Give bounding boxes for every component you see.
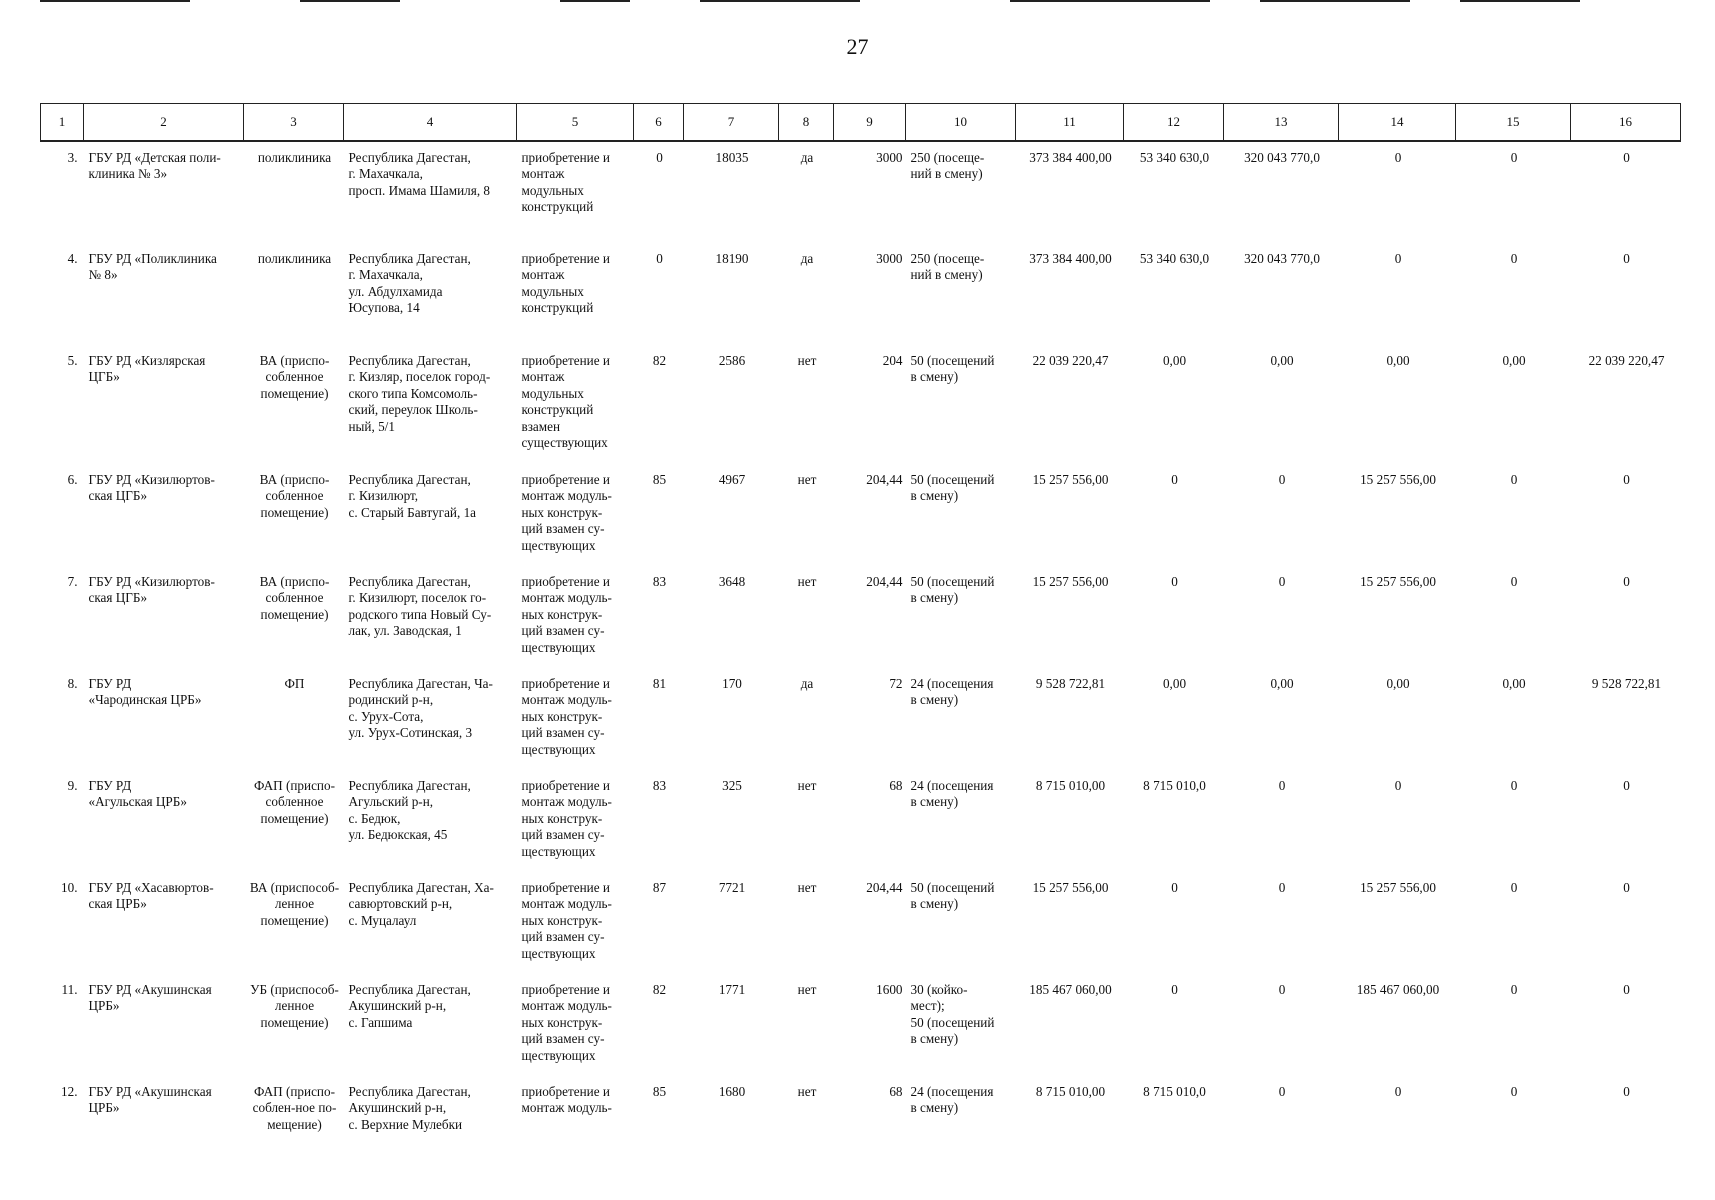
col8-cell: да xyxy=(800,250,814,266)
col11-amount-cell: 22 039 220,47 xyxy=(1032,352,1109,368)
col6-cell: 83 xyxy=(652,777,667,793)
col7-cell: 170 xyxy=(722,675,742,691)
col-header: 16 xyxy=(1571,104,1681,141)
col6-cell: 87 xyxy=(652,879,667,895)
col12-amount-cell: 53 340 630,0 xyxy=(1139,149,1210,165)
table-row xyxy=(41,668,1681,770)
table-row xyxy=(41,464,1681,566)
row-number: 8. xyxy=(67,675,78,691)
address-cell: Республика Дагестан, г. Кизилюрт, с. Старый Бавтугай, 1а xyxy=(348,471,477,520)
col16-amount-cell: 0 xyxy=(1623,777,1630,793)
col16-amount-cell: 0 xyxy=(1623,250,1630,266)
col-header: 2 xyxy=(84,104,244,141)
col11-amount-cell: 8 715 010,00 xyxy=(1035,777,1106,793)
col13-amount-cell: 0 xyxy=(1278,981,1286,997)
col12-amount-cell: 0,00 xyxy=(1162,675,1187,691)
col9-cell: 68 xyxy=(889,1083,903,1099)
col9-cell: 1600 xyxy=(876,981,903,997)
table-row xyxy=(41,770,1681,872)
col11-amount-cell: 15 257 556,00 xyxy=(1032,471,1109,487)
action-cell: приобретение и монтаж модуль- xyxy=(521,1083,612,1115)
col-header: 13 xyxy=(1224,104,1339,141)
table-row xyxy=(41,566,1681,668)
col9-cell: 3000 xyxy=(876,149,903,165)
col11-amount-cell: 373 384 400,00 xyxy=(1029,250,1112,266)
col-header: 14 xyxy=(1339,104,1456,141)
col6-cell: 82 xyxy=(652,352,667,368)
facility-type-cell: ФАП (приспо- собленное помещение) xyxy=(254,777,335,826)
table-row xyxy=(41,345,1681,464)
col13-amount-cell: 320 043 770,0 xyxy=(1244,250,1320,266)
col14-amount-cell: 15 257 556,00 xyxy=(1360,471,1436,487)
address-cell: Республика Дагестан, Акушинский р-н, с. Верхние Мулебки xyxy=(348,1083,471,1132)
col9-cell: 204 xyxy=(882,352,903,368)
col9-cell: 204,44 xyxy=(866,573,903,589)
col12-amount-cell: 0 xyxy=(1171,981,1178,997)
facility-type-cell: ВА (приспо- собленное помещение) xyxy=(259,352,330,401)
organization-cell: ГБУ РД «Кизлярская ЦГБ» xyxy=(88,352,206,384)
col7-cell: 7721 xyxy=(718,879,746,895)
col6-cell: 0 xyxy=(656,250,663,266)
col12-amount-cell: 8 715 010,0 xyxy=(1143,1083,1206,1099)
col16-amount-cell: 0 xyxy=(1623,981,1630,997)
col-header: 6 xyxy=(634,104,684,141)
col9-cell: 204,44 xyxy=(866,471,903,487)
address-cell: Республика Дагестан, г. Махачкала, ул. Абдулхамида Юсупова, 14 xyxy=(348,250,471,315)
col15-amount-cell: 0 xyxy=(1510,981,1518,997)
row-number: 10. xyxy=(61,879,78,895)
col14-amount-cell: 15 257 556,00 xyxy=(1360,879,1436,895)
row-number: 7. xyxy=(67,573,78,589)
col6-cell: 82 xyxy=(652,981,667,997)
col15-amount-cell: 0 xyxy=(1510,573,1518,589)
col11-amount-cell: 15 257 556,00 xyxy=(1032,573,1109,589)
row-number: 6. xyxy=(67,471,78,487)
col6-cell: 85 xyxy=(652,471,667,487)
row-number: 4. xyxy=(67,250,78,266)
capacity-cell: 24 (посещения в смену) xyxy=(910,1083,994,1115)
col7-cell: 325 xyxy=(722,777,742,793)
col11-amount-cell: 15 257 556,00 xyxy=(1032,879,1109,895)
col11-amount-cell: 185 467 060,00 xyxy=(1029,981,1112,997)
col-header: 15 xyxy=(1456,104,1571,141)
organization-cell: ГБУ РД «Акушинская ЦРБ» xyxy=(88,1083,212,1115)
col13-amount-cell: 320 043 770,0 xyxy=(1244,149,1320,165)
facility-type-cell: поликлиника xyxy=(257,149,332,165)
col7-cell: 1771 xyxy=(718,981,746,997)
col-header: 8 xyxy=(779,104,834,141)
col16-amount-cell: 0 xyxy=(1623,1083,1630,1099)
col6-cell: 85 xyxy=(652,1083,667,1099)
col9-cell: 68 xyxy=(889,777,903,793)
organization-cell: ГБУ РД «Агульская ЦРБ» xyxy=(88,777,187,809)
table-row xyxy=(41,872,1681,974)
address-cell: Республика Дагестан, г. Кизилюрт, поселок го- родского типа Новый Су- лак, ул. Заводская, 1 xyxy=(348,573,492,638)
capacity-cell: 30 (койко- мест); 50 (посещений в смену) xyxy=(910,981,995,1046)
col12-amount-cell: 0,00 xyxy=(1162,352,1187,368)
col14-amount-cell: 0 xyxy=(1394,250,1402,266)
col16-amount-cell: 0 xyxy=(1623,149,1630,165)
action-cell: приобретение и монтаж модуль- ных конструк- ций взамен су- ществующих xyxy=(521,981,612,1063)
table-row xyxy=(41,1076,1681,1162)
capacity-cell: 250 (посеще- ний в смену) xyxy=(910,250,985,282)
col13-amount-cell: 0 xyxy=(1278,879,1286,895)
col15-amount-cell: 0 xyxy=(1510,471,1518,487)
col13-amount-cell: 0 xyxy=(1278,777,1286,793)
col16-amount-cell: 0 xyxy=(1623,879,1630,895)
col8-cell: да xyxy=(800,675,814,691)
action-cell: приобретение и монтаж модуль- ных конструк- ций взамен су- ществующих xyxy=(521,675,612,757)
facility-type-cell: ВА (приспо- собленное помещение) xyxy=(259,573,330,622)
address-cell: Республика Дагестан, г. Махачкала, просп. Имама Шамиля, 8 xyxy=(348,149,491,198)
col15-amount-cell: 0 xyxy=(1510,1083,1518,1099)
organization-cell: ГБУ РД «Кизилюртов- ская ЦГБ» xyxy=(88,573,215,605)
col-header: 10 xyxy=(906,104,1016,141)
col-header: 9 xyxy=(834,104,906,141)
col14-amount-cell: 0 xyxy=(1394,1083,1402,1099)
action-cell: приобретение и монтаж модуль- ных конструк- ций взамен су- ществующих xyxy=(521,879,612,961)
organization-cell: ГБУ РД «Чародинская ЦРБ» xyxy=(88,675,202,707)
address-cell: Республика Дагестан, Агульский р-н, с. Бедюк, ул. Бедюкская, 45 xyxy=(348,777,471,842)
capacity-cell: 50 (посещений в смену) xyxy=(910,471,995,503)
action-cell: приобретение и монтаж модульных конструкций xyxy=(521,149,610,214)
col-header: 12 xyxy=(1124,104,1224,141)
col11-amount-cell: 8 715 010,00 xyxy=(1035,1083,1106,1099)
col9-cell: 204,44 xyxy=(866,879,903,895)
col11-amount-cell: 9 528 722,81 xyxy=(1035,675,1106,691)
col8-cell: нет xyxy=(797,471,817,487)
facility-type-cell: поликлиника xyxy=(257,250,332,266)
col14-amount-cell: 185 467 060,00 xyxy=(1356,981,1440,997)
table-row xyxy=(41,243,1681,345)
col8-cell: нет xyxy=(797,573,817,589)
col13-amount-cell: 0 xyxy=(1278,573,1286,589)
col12-amount-cell: 0 xyxy=(1171,471,1178,487)
row-number: 3. xyxy=(67,149,78,165)
row-number: 12. xyxy=(61,1083,78,1099)
col15-amount-cell: 0,00 xyxy=(1502,352,1526,368)
facility-type-cell: ФП xyxy=(284,675,305,691)
row-number: 9. xyxy=(67,777,78,793)
col11-amount-cell: 373 384 400,00 xyxy=(1029,149,1112,165)
col12-amount-cell: 53 340 630,0 xyxy=(1139,250,1210,266)
col15-amount-cell: 0 xyxy=(1510,149,1518,165)
col9-cell: 72 xyxy=(889,675,903,691)
table-row xyxy=(41,141,1681,243)
col14-amount-cell: 0 xyxy=(1394,149,1402,165)
funding-table xyxy=(40,103,1681,1162)
col16-amount-cell: 9 528 722,81 xyxy=(1591,675,1662,691)
col7-cell: 4967 xyxy=(718,471,746,487)
capacity-cell: 50 (посещений в смену) xyxy=(910,879,995,911)
col15-amount-cell: 0 xyxy=(1510,777,1518,793)
page-number: 27 xyxy=(846,34,869,59)
col13-amount-cell: 0 xyxy=(1278,1083,1286,1099)
col14-amount-cell: 0,00 xyxy=(1386,675,1410,691)
col7-cell: 1680 xyxy=(718,1083,746,1099)
facility-type-cell: ВА (приспособ- ленное помещение) xyxy=(249,879,340,928)
col-header: 4 xyxy=(344,104,517,141)
col15-amount-cell: 0 xyxy=(1510,250,1518,266)
organization-cell: ГБУ РД «Кизилюртов- ская ЦГБ» xyxy=(88,471,215,503)
address-cell: Республика Дагестан, г. Кизляр, поселок город- ского типа Комсомоль- ский, переулок Школь- ный, 5/1 xyxy=(348,352,491,434)
col7-cell: 3648 xyxy=(718,573,746,589)
row-number: 11. xyxy=(61,981,78,997)
col6-cell: 83 xyxy=(652,573,667,589)
address-cell: Республика Дагестан, Ча- родинский р-н, с. Урух-Сота, ул. Урух-Сотинская, 3 xyxy=(348,675,493,740)
col16-amount-cell: 22 039 220,47 xyxy=(1588,352,1665,368)
col7-cell: 18190 xyxy=(715,250,749,266)
action-cell: приобретение и монтаж модульных конструкций взамен существующих xyxy=(521,352,610,450)
col-header: 3 xyxy=(244,104,344,141)
col15-amount-cell: 0 xyxy=(1510,879,1518,895)
col7-cell: 2586 xyxy=(718,352,746,368)
facility-type-cell: УБ (приспособ- ленное помещение) xyxy=(250,981,339,1030)
capacity-cell: 24 (посещения в смену) xyxy=(910,777,994,809)
row-number: 5. xyxy=(67,352,78,368)
col-header: 5 xyxy=(517,104,634,141)
col8-cell: нет xyxy=(797,777,817,793)
col14-amount-cell: 15 257 556,00 xyxy=(1360,573,1436,589)
col12-amount-cell: 0 xyxy=(1171,573,1178,589)
organization-cell: ГБУ РД «Акушинская ЦРБ» xyxy=(88,981,212,1013)
address-cell: Республика Дагестан, Акушинский р-н, с. Гапшима xyxy=(348,981,471,1030)
facility-type-cell: ФАП (приспо- соблен-ное по- мещение) xyxy=(252,1083,337,1132)
col6-cell: 0 xyxy=(656,149,663,165)
col8-cell: нет xyxy=(797,981,817,997)
col13-amount-cell: 0 xyxy=(1278,471,1286,487)
col8-cell: да xyxy=(800,149,814,165)
col14-amount-cell: 0 xyxy=(1394,777,1402,793)
col12-amount-cell: 0 xyxy=(1171,879,1178,895)
organization-cell: ГБУ РД «Хасавюртов- ская ЦРБ» xyxy=(88,879,214,911)
action-cell: приобретение и монтаж модуль- ных конструк- ций взамен су- ществующих xyxy=(521,471,612,553)
top-edge-marks xyxy=(0,0,1715,6)
col16-amount-cell: 0 xyxy=(1623,573,1630,589)
col-header: 11 xyxy=(1016,104,1124,141)
organization-cell: ГБУ РД «Поликлиника № 8» xyxy=(88,250,217,282)
facility-type-cell: ВА (приспо- собленное помещение) xyxy=(259,471,330,520)
col8-cell: нет xyxy=(797,352,817,368)
col9-cell: 3000 xyxy=(876,250,903,266)
col16-amount-cell: 0 xyxy=(1623,471,1630,487)
col13-amount-cell: 0,00 xyxy=(1270,675,1294,691)
action-cell: приобретение и монтаж модуль- ных конструк- ций взамен су- ществующих xyxy=(521,777,612,859)
col13-amount-cell: 0,00 xyxy=(1270,352,1294,368)
col6-cell: 81 xyxy=(652,675,667,691)
col-header: 1 xyxy=(41,104,84,141)
capacity-cell: 50 (посещений в смену) xyxy=(910,352,995,384)
col7-cell: 18035 xyxy=(715,149,749,165)
col15-amount-cell: 0,00 xyxy=(1502,675,1526,691)
capacity-cell: 24 (посещения в смену) xyxy=(910,675,994,707)
col8-cell: нет xyxy=(797,879,817,895)
col-header: 7 xyxy=(684,104,779,141)
action-cell: приобретение и монтаж модульных конструкций xyxy=(521,250,610,315)
header-row xyxy=(41,104,1681,141)
col14-amount-cell: 0,00 xyxy=(1386,352,1410,368)
table-row xyxy=(41,974,1681,1076)
capacity-cell: 50 (посещений в смену) xyxy=(910,573,995,605)
action-cell: приобретение и монтаж модуль- ных конструк- ций взамен су- ществующих xyxy=(521,573,612,655)
col8-cell: нет xyxy=(797,1083,817,1099)
capacity-cell: 250 (посеще- ний в смену) xyxy=(910,149,985,181)
col12-amount-cell: 8 715 010,0 xyxy=(1143,777,1206,793)
organization-cell: ГБУ РД «Детская поли- клиника № 3» xyxy=(88,149,221,181)
address-cell: Республика Дагестан, Ха- савюртовский р-н, с. Муцалаул xyxy=(348,879,494,928)
